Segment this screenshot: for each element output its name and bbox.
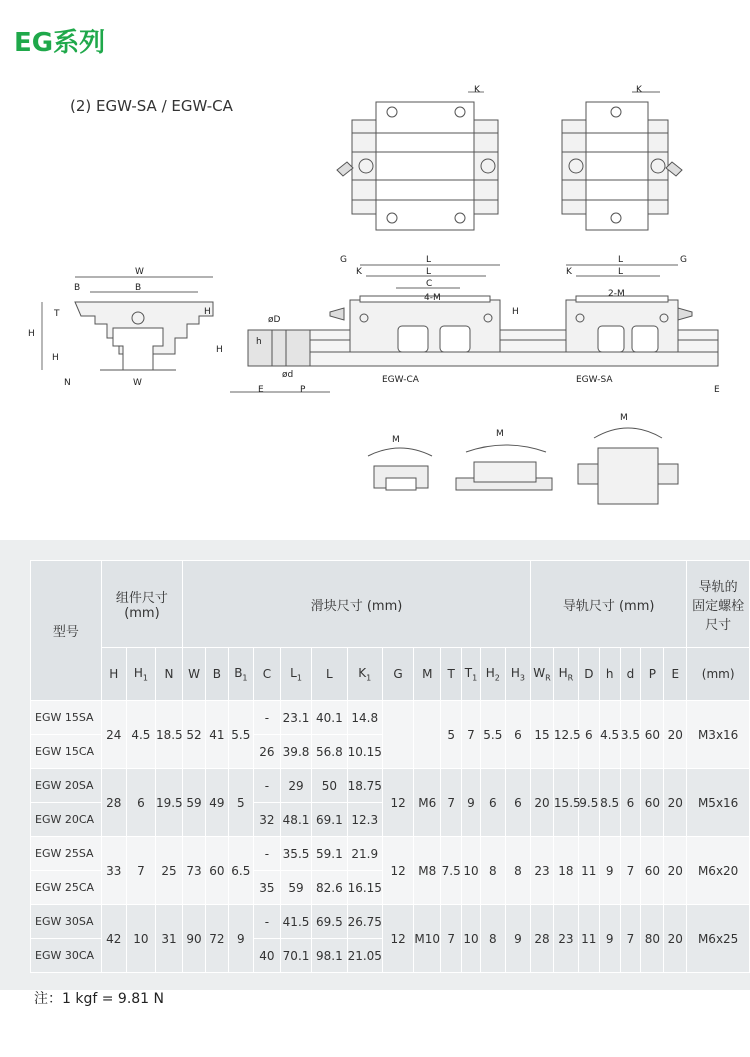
header-bolt: 导轨的 固定螺栓 尺寸 (687, 561, 750, 648)
label-h2-right: H (512, 307, 519, 317)
col-header: B (205, 648, 228, 701)
table-row (31, 837, 750, 871)
spec-table-panel (0, 540, 750, 990)
table-cell: 4.5 (126, 701, 155, 769)
label-l-ca: L (426, 255, 432, 265)
table-cell: EGW 30CA (31, 939, 102, 973)
col-header: h (599, 648, 620, 701)
table-cell: 7 (441, 905, 462, 973)
table-cell: 12 (382, 905, 413, 973)
caption-egw-sa: EGW-SA (576, 375, 613, 385)
table-cell: 7 (126, 837, 155, 905)
table-cell: 10 (126, 905, 155, 973)
label-phi-d-large: øD (268, 315, 281, 325)
table-cell: 12.5 (553, 701, 578, 769)
table-cell: 18.75 (347, 769, 382, 803)
col-header: G (382, 648, 413, 701)
table-cell: 6 (578, 701, 599, 769)
label-t: T (54, 309, 60, 319)
table-cell: 3.5 (620, 701, 641, 769)
label-l1-sa: L (618, 267, 624, 277)
col-header: L (312, 648, 347, 701)
technical-drawing (0, 70, 750, 530)
label-h: H (28, 329, 35, 339)
table-cell: EGW 25CA (31, 871, 102, 905)
label-b: B (135, 283, 142, 293)
side-block-sa (566, 296, 692, 352)
label-k2-ca: K (356, 267, 362, 277)
col-header-bolt-unit: (mm) (687, 648, 750, 701)
section-subtitle: (2) EGW-SA / EGW-CA (70, 97, 233, 115)
label-g-left: G (340, 255, 347, 265)
table-cell (382, 701, 413, 769)
label-l-sa: L (618, 255, 624, 265)
table-cell: 60 (641, 701, 664, 769)
col-header: $H_2$ (480, 648, 505, 701)
caption-egw-ca: EGW-CA (382, 375, 419, 385)
table-cell: 41.5 (280, 905, 311, 939)
table-cell: EGW 25SA (31, 837, 102, 871)
label-p: P (300, 385, 306, 395)
table-cell: 7.5 (441, 837, 462, 905)
column-header-row (31, 648, 750, 701)
table-cell: 20 (664, 905, 687, 973)
col-header: D (578, 648, 599, 701)
label-e-right: E (714, 385, 720, 395)
page-title: EG系列 (14, 28, 106, 58)
table-cell: 9 (462, 769, 481, 837)
table-cell: 12 (382, 837, 413, 905)
table-cell: 26 (253, 735, 280, 769)
table-cell: 33 (101, 837, 126, 905)
label-hr: H (216, 345, 223, 355)
table-cell: EGW 20CA (31, 803, 102, 837)
table-cell (414, 701, 441, 769)
table-cell: 14.8 (347, 701, 382, 735)
col-header: T (441, 648, 462, 701)
table-cell: M5x16 (687, 769, 750, 837)
table-cell: 12.3 (347, 803, 382, 837)
label-k1-ca: K (474, 85, 480, 95)
label-4m: 4-M (424, 293, 441, 303)
table-cell: 18 (553, 837, 578, 905)
table-cell: 50 (312, 769, 347, 803)
table-cell: 69.1 (312, 803, 347, 837)
table-cell: 8 (505, 837, 530, 905)
moment-my (578, 428, 678, 504)
label-h-small: h (256, 337, 262, 347)
table-cell: 8.5 (599, 769, 620, 837)
table-cell: 10 (462, 905, 481, 973)
table-cell: 23 (531, 837, 554, 905)
table-row (31, 701, 750, 735)
label-c: C (426, 279, 433, 289)
table-cell: 5.5 (228, 701, 253, 769)
table-cell: M6 (414, 769, 441, 837)
label-my: M (620, 413, 628, 423)
table-cell: 26.75 (347, 905, 382, 939)
table-cell: 11 (578, 905, 599, 973)
table-cell: M10 (414, 905, 441, 973)
table-cell: 9 (228, 905, 253, 973)
table-cell: - (253, 701, 280, 735)
label-g-right: G (680, 255, 687, 265)
table-cell: - (253, 769, 280, 803)
table-cell: 60 (205, 837, 228, 905)
table-cell: 98.1 (312, 939, 347, 973)
table-cell: M3x16 (687, 701, 750, 769)
col-header: $H_1$ (126, 648, 155, 701)
col-header: $B_1$ (228, 648, 253, 701)
spec-table-body (31, 701, 750, 973)
header-rail: 导轨尺寸 (mm) (531, 561, 687, 648)
table-cell: 19.5 (155, 769, 182, 837)
table-cell: 6 (505, 701, 530, 769)
label-w: W (135, 267, 144, 277)
table-cell: 70.1 (280, 939, 311, 973)
table-cell: 5 (228, 769, 253, 837)
col-header: $K_1$ (347, 648, 382, 701)
table-cell: 28 (101, 769, 126, 837)
table-cell: 20 (664, 769, 687, 837)
spec-table (30, 560, 750, 973)
table-cell: 69.5 (312, 905, 347, 939)
table-cell: M8 (414, 837, 441, 905)
table-cell: - (253, 905, 280, 939)
table-cell: 4.5 (599, 701, 620, 769)
label-h1: H (52, 353, 59, 363)
table-cell: 35 (253, 871, 280, 905)
label-b1: B (74, 283, 81, 293)
top-view-sa (562, 102, 682, 230)
table-cell: 7 (620, 837, 641, 905)
table-cell: 6 (505, 769, 530, 837)
col-header: $H_R$ (553, 648, 578, 701)
table-cell: 60 (641, 837, 664, 905)
table-cell: 39.8 (280, 735, 311, 769)
table-cell: 12 (382, 769, 413, 837)
label-e-left: E (258, 385, 264, 395)
col-header: $H_3$ (505, 648, 530, 701)
table-cell: 7 (462, 701, 481, 769)
col-header: P (641, 648, 664, 701)
table-cell: 48.1 (280, 803, 311, 837)
table-cell: 5.5 (480, 701, 505, 769)
label-mr: M (392, 435, 400, 445)
table-cell: 24 (101, 701, 126, 769)
label-k1-sa: K (636, 85, 642, 95)
table-cell: EGW 15SA (31, 701, 102, 735)
table-cell: 59 (183, 769, 206, 837)
table-cell: 7 (620, 905, 641, 973)
table-cell: 11 (578, 837, 599, 905)
table-cell: 9 (505, 905, 530, 973)
label-h2: H (204, 307, 211, 317)
table-cell: 40.1 (312, 701, 347, 735)
table-cell: EGW 30SA (31, 905, 102, 939)
top-view-ca (337, 102, 498, 230)
table-cell: 10.15 (347, 735, 382, 769)
label-2m: 2-M (608, 289, 625, 299)
table-cell: 15.5 (553, 769, 578, 837)
col-header: H (101, 648, 126, 701)
col-header: d (620, 648, 641, 701)
table-cell: 6 (480, 769, 505, 837)
table-cell: 56.8 (312, 735, 347, 769)
table-cell: 40 (253, 939, 280, 973)
table-cell: 20 (664, 837, 687, 905)
table-cell: 32 (253, 803, 280, 837)
header-assembly: 组件尺寸 (mm) (101, 561, 182, 648)
table-cell: 10 (462, 837, 481, 905)
table-cell: M6x20 (687, 837, 750, 905)
col-header: $L_1$ (280, 648, 311, 701)
table-cell: 59 (280, 871, 311, 905)
table-cell: 82.6 (312, 871, 347, 905)
label-k2-sa: K (566, 267, 572, 277)
label-n: N (64, 378, 71, 388)
table-cell: 25 (155, 837, 182, 905)
header-model: 型号 (31, 561, 102, 701)
table-cell: 21.05 (347, 939, 382, 973)
label-wr: W (133, 378, 142, 388)
table-cell: 29 (280, 769, 311, 803)
table-cell: 7 (441, 769, 462, 837)
table-cell: 8 (480, 837, 505, 905)
table-cell: 20 (531, 769, 554, 837)
table-cell: 23 (553, 905, 578, 973)
col-header: $T_1$ (462, 648, 481, 701)
col-header: W (183, 648, 206, 701)
table-cell: 72 (205, 905, 228, 973)
table-cell: 41 (205, 701, 228, 769)
table-cell: 6 (126, 769, 155, 837)
table-cell: 20 (664, 701, 687, 769)
table-cell: 52 (183, 701, 206, 769)
table-cell: 21.9 (347, 837, 382, 871)
table-cell: 31 (155, 905, 182, 973)
label-l1-ca: L (426, 267, 432, 277)
col-header: M (414, 648, 441, 701)
table-cell: 6 (620, 769, 641, 837)
table-cell: 90 (183, 905, 206, 973)
table-cell: 42 (101, 905, 126, 973)
table-cell: 28 (531, 905, 554, 973)
moment-mr (368, 448, 432, 490)
table-cell: 18.5 (155, 701, 182, 769)
side-block-ca (330, 296, 500, 352)
table-cell: 16.15 (347, 871, 382, 905)
col-header: $W_R$ (531, 648, 554, 701)
table-cell: 9.5 (578, 769, 599, 837)
table-cell: EGW 15CA (31, 735, 102, 769)
table-cell: 9 (599, 905, 620, 973)
table-cell: 59.1 (312, 837, 347, 871)
col-header: E (664, 648, 687, 701)
table-row (31, 769, 750, 803)
label-phi-d-small: ød (282, 370, 294, 380)
table-cell: - (253, 837, 280, 871)
table-cell: 35.5 (280, 837, 311, 871)
front-view (75, 302, 213, 370)
table-cell: 9 (599, 837, 620, 905)
table-cell: 15 (531, 701, 554, 769)
table-cell: M6x25 (687, 905, 750, 973)
col-header: C (253, 648, 280, 701)
header-block: 滑块尺寸 (mm) (183, 561, 531, 648)
table-cell: 23.1 (280, 701, 311, 735)
footnote: 注：1 kgf = 9.81 N (34, 991, 165, 1007)
label-mp: M (496, 429, 504, 439)
moment-mp (456, 445, 552, 490)
table-cell: 8 (480, 905, 505, 973)
table-cell: 5 (441, 701, 462, 769)
table-cell: EGW 20SA (31, 769, 102, 803)
table-cell: 80 (641, 905, 664, 973)
table-cell: 49 (205, 769, 228, 837)
table-cell: 6.5 (228, 837, 253, 905)
col-header: N (155, 648, 182, 701)
table-cell: 73 (183, 837, 206, 905)
table-cell: 60 (641, 769, 664, 837)
table-row (31, 905, 750, 939)
